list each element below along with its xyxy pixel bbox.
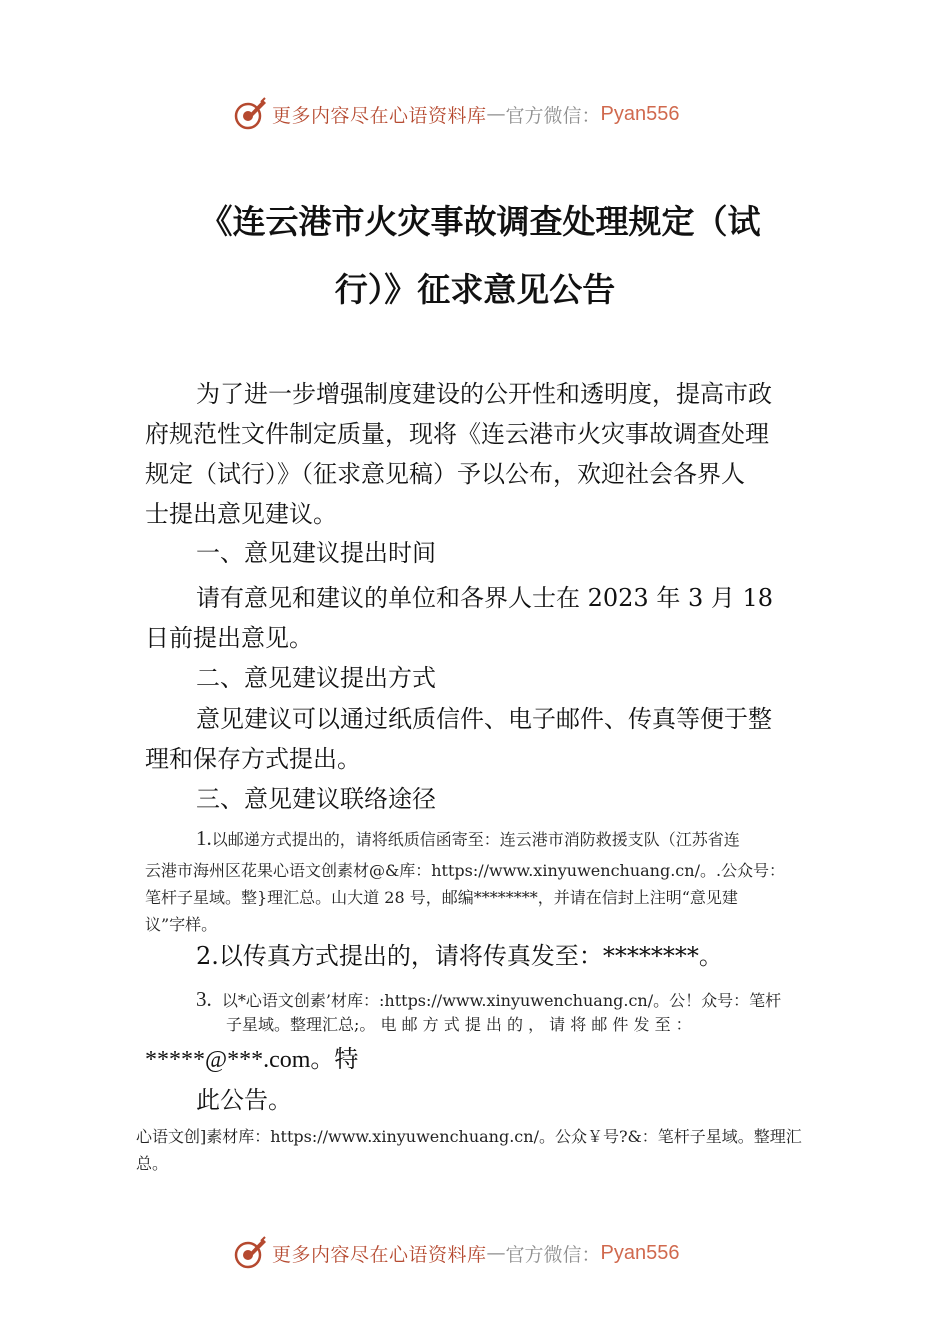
header-banner <box>232 94 680 134</box>
intro-line-3: 规定（试行）》（征求意见稿）予以公布，欢迎社会各界人 <box>145 460 745 488</box>
quill-seal-logo-icon <box>232 1235 268 1271</box>
intro-line-1: 为了进一步增强制度建设的公开性和透明度，提高市政 <box>196 380 772 408</box>
section3-heading: 三、意见建议联络途径 <box>196 785 436 813</box>
banner-dash: — <box>486 103 506 125</box>
item1-line-2: 云港市海州区花果心语文创素材@&库：https://www.xinyuwenchuang.cn/。.公众号： <box>145 861 786 880</box>
section1-body-line-1: 请有意见和建议的单位和各界人士在 2023 年 3 月 18 <box>196 584 774 612</box>
item3-number: 3. <box>196 987 212 1011</box>
section2-heading: 二、意见建议提出方式 <box>196 664 436 692</box>
quill-seal-logo-icon <box>232 96 268 132</box>
item1-line-1 <box>196 826 740 851</box>
item1-line-3: 笔杆子星域。整}理汇总。山大道 28 号，邮编********，并请在信封上注明“意见建 <box>145 888 738 907</box>
intro-line-4: 士提出意见建议。 <box>145 500 337 528</box>
item3-text-1: 以*心语文创素’材库：:https://www.xinyuwenchuang.cn/。公！众号：笔杆 <box>221 991 782 1010</box>
banner-wechat-label: 官方微信： <box>505 1243 601 1266</box>
banner-wechat-id: Pyan556 <box>600 102 680 125</box>
item1-line-4: 议”字样。 <box>145 915 218 934</box>
banner-text: 更多内容尽在心语资料库 <box>272 104 487 127</box>
document-title-line1: 《连云港市火灾事故调查处理规定（试 <box>199 202 761 241</box>
section1-heading: 一、意见建议提出时间 <box>196 539 436 567</box>
intro-line-2: 府规范性文件制定质量，现将《连云港市火灾事故调查处理 <box>145 420 769 448</box>
banner-wechat-id: Pyan556 <box>600 1241 680 1264</box>
document-title-line2: 行）》征求意见公告 <box>334 270 616 309</box>
banner-text: 更多内容尽在心语资料库 <box>272 1243 487 1266</box>
footer-note-line-1: 心语文创]素材库：https://www.xinyuwenchuang.cn/。公众￥号?&：笔杆子星域。整理汇 <box>136 1127 802 1146</box>
item3-line-1 <box>196 987 781 1012</box>
closing-line: 此公告。 <box>196 1086 292 1114</box>
email-line: *****@***.com。特 <box>145 1047 359 1073</box>
item1-number: 1. <box>196 826 212 850</box>
item3-line-2: 子星域。整理汇总;。 电 邮 方 式 提 出 的 ， 请 将 邮 件 发 至 ： <box>226 1015 692 1034</box>
item2-line: 2.以传真方式提出的，请将传真发至：********。 <box>196 942 723 970</box>
section2-body-line-2: 理和保存方式提出。 <box>145 745 361 773</box>
banner-dash: — <box>486 1242 506 1264</box>
section1-body-line-2: 日前提出意见。 <box>145 624 313 652</box>
item1-text-1: 以邮递方式提出的，请将纸质信函寄至：连云港市消防救援支队（江苏省连 <box>211 830 740 849</box>
section2-body-line-1: 意见建议可以通过纸质信件、电子邮件、传真等便于整 <box>196 705 772 733</box>
footer-note-line-2: 总。 <box>136 1154 169 1173</box>
banner-wechat-label: 官方微信： <box>505 104 601 127</box>
footer-banner <box>232 1233 680 1273</box>
